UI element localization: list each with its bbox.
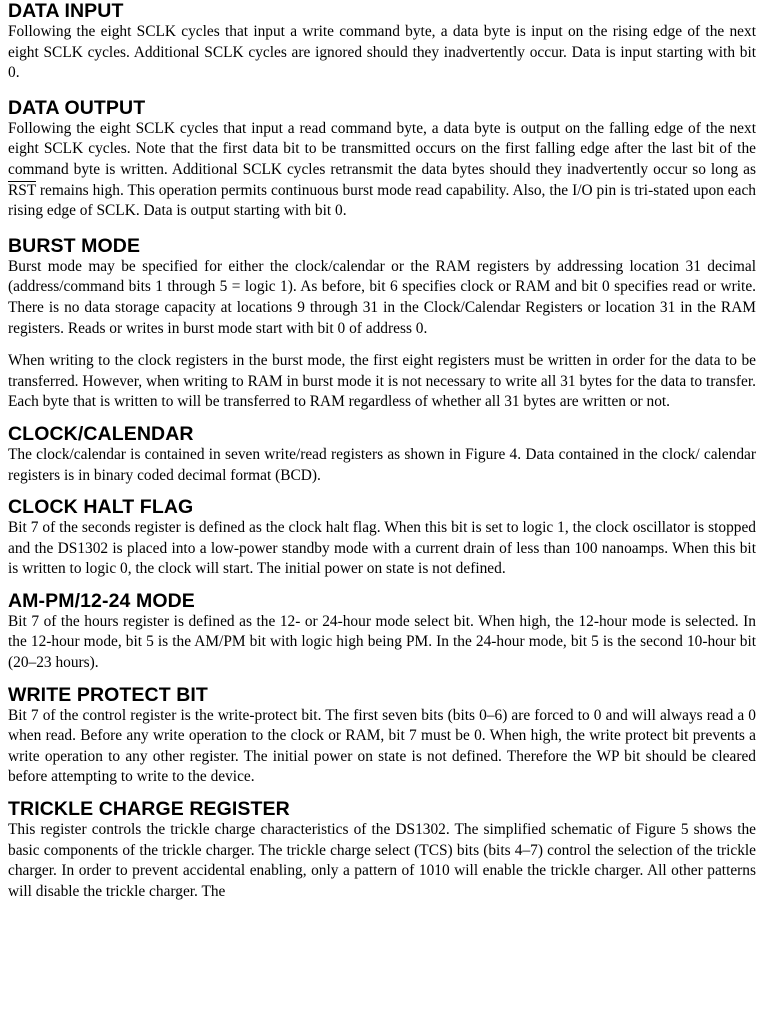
paragraph-write-protect-bit: Bit 7 of the control register is the write-protect bit. The first seven bits (bits 0–6) are forced to 0 and will always read a 0 when read. Before any write operation to the clock or RAM, bit 7 must be 0. When high, the write protect bit prevents a write operation to any other register. The initial power on state is not defined. Therefore the WP bit should be cleared before attempting to write to the device. — [8, 706, 756, 786]
rst-signal-name: $\overline{RST}$ — [8, 181, 36, 199]
paragraph-am-pm-mode: Bit 7 of the hours register is defined as the 12- or 24-hour mode select bit. When high, the 12-hour mode is selected. In the 12-hour mode, bit 5 is the AM/PM bit with logic high being PM. In the 24-hour mode, bit 5 is the second 10-hour bit (20–23 hours). — [8, 612, 756, 672]
paragraph-trickle-charge-register: This register controls the trickle charge characteristics of the DS1302. The simplified schematic of Figure 5 shows the basic components of the trickle charger. The trickle charge select (TCS) bits (bits 4–7) control the selection of the trickle charger. In order to prevent accidental enabling, only a pattern of 1010 will enable the trickle charger. All other patterns will disable the trickle charger. The — [8, 821, 756, 900]
section-data-output — [8, 97, 756, 222]
section-clock-calendar — [8, 423, 756, 486]
paragraph-data-input: Following the eight SCLK cycles that input a write command byte, a data byte is input on the rising edge of the next eight SCLK cycles. Additional SCLK cycles are ignored should they inadvertently occur. Data is input starting with bit 0. — [8, 23, 756, 82]
heading-am-pm-mode: AM-PM/12-24 MODE — [8, 589, 195, 612]
heading-burst-mode: BURST MODE — [8, 234, 141, 257]
paragraph-data-output — [8, 119, 756, 222]
heading-data-input: DATA INPUT — [8, 0, 124, 22]
section-write-protect-bit — [8, 684, 756, 788]
paragraph-data-output-part-a: Following the eight SCLK cycles that input a read command byte, a data byte is output on the falling edge of the next eight SCLK cycles. Note that the first data bit to be transmitted occurs on the first falling edge after the last bit of the command byte is written. Additional SCLK cycles retransmit the data bytes should they inadvertently occur so long as — [8, 119, 756, 178]
heading-write-protect-bit: WRITE PROTECT BIT — [8, 683, 208, 706]
section-trickle-charge-register — [8, 798, 756, 902]
heading-data-output: DATA OUTPUT — [8, 96, 146, 119]
section-clock-halt-flag — [8, 496, 756, 580]
section-am-pm-mode — [8, 590, 756, 674]
paragraph-burst-mode-1: Burst mode may be specified for either the clock/calendar or the RAM registers by addressing location 31 decimal (address/command bits 1 through 5 = logic 1). As before, bit 6 specifies clock or RAM and bit 0 specifies read or write. There is no data storage capacity at locations 9 through 31 in the Clock/Calendar Registers or location 31 in the RAM registers. Reads or writes in burst mode start with bit 0 of address 0. — [8, 257, 756, 337]
document-page — [8, 0, 756, 902]
heading-clock-calendar: CLOCK/CALENDAR — [8, 422, 194, 445]
paragraph-data-output-part-b: remains high. This operation permits continuous burst mode read capability. Also, the I/O pin is tri-stated upon each rising edge of SCLK. Data is output starting with bit 0. — [8, 181, 756, 220]
paragraph-clock-halt-flag: Bit 7 of the seconds register is defined as the clock halt flag. When this bit is set to logic 1, the clock oscillator is stopped and the DS1302 is placed into a low-power standby mode with a current drain of less than 100 nanoamps. When this bit is written to logic 0, the clock will start. The initial power on state is not defined. — [8, 519, 756, 578]
paragraph-burst-mode-2: When writing to the clock registers in the burst mode, the first eight registers must be written in order for the data to be transferred. However, when writing to RAM in burst mode it is not necessary to write all 31 bytes for the data to transfer. Each byte that is written to will be transferred to RAM regardless of whether all 31 bytes are written or not. — [8, 352, 756, 411]
heading-trickle-charge-register: TRICKLE CHARGE REGISTER — [8, 798, 290, 821]
section-data-input — [8, 0, 756, 84]
heading-clock-halt-flag: CLOCK HALT FLAG — [8, 496, 194, 519]
paragraph-clock-calendar: The clock/calendar is contained in seven write/read registers as shown in Figure 4. Data contained in the clock/ calendar registers is in binary coded decimal format (BCD). — [8, 445, 756, 484]
section-burst-mode — [8, 235, 756, 413]
